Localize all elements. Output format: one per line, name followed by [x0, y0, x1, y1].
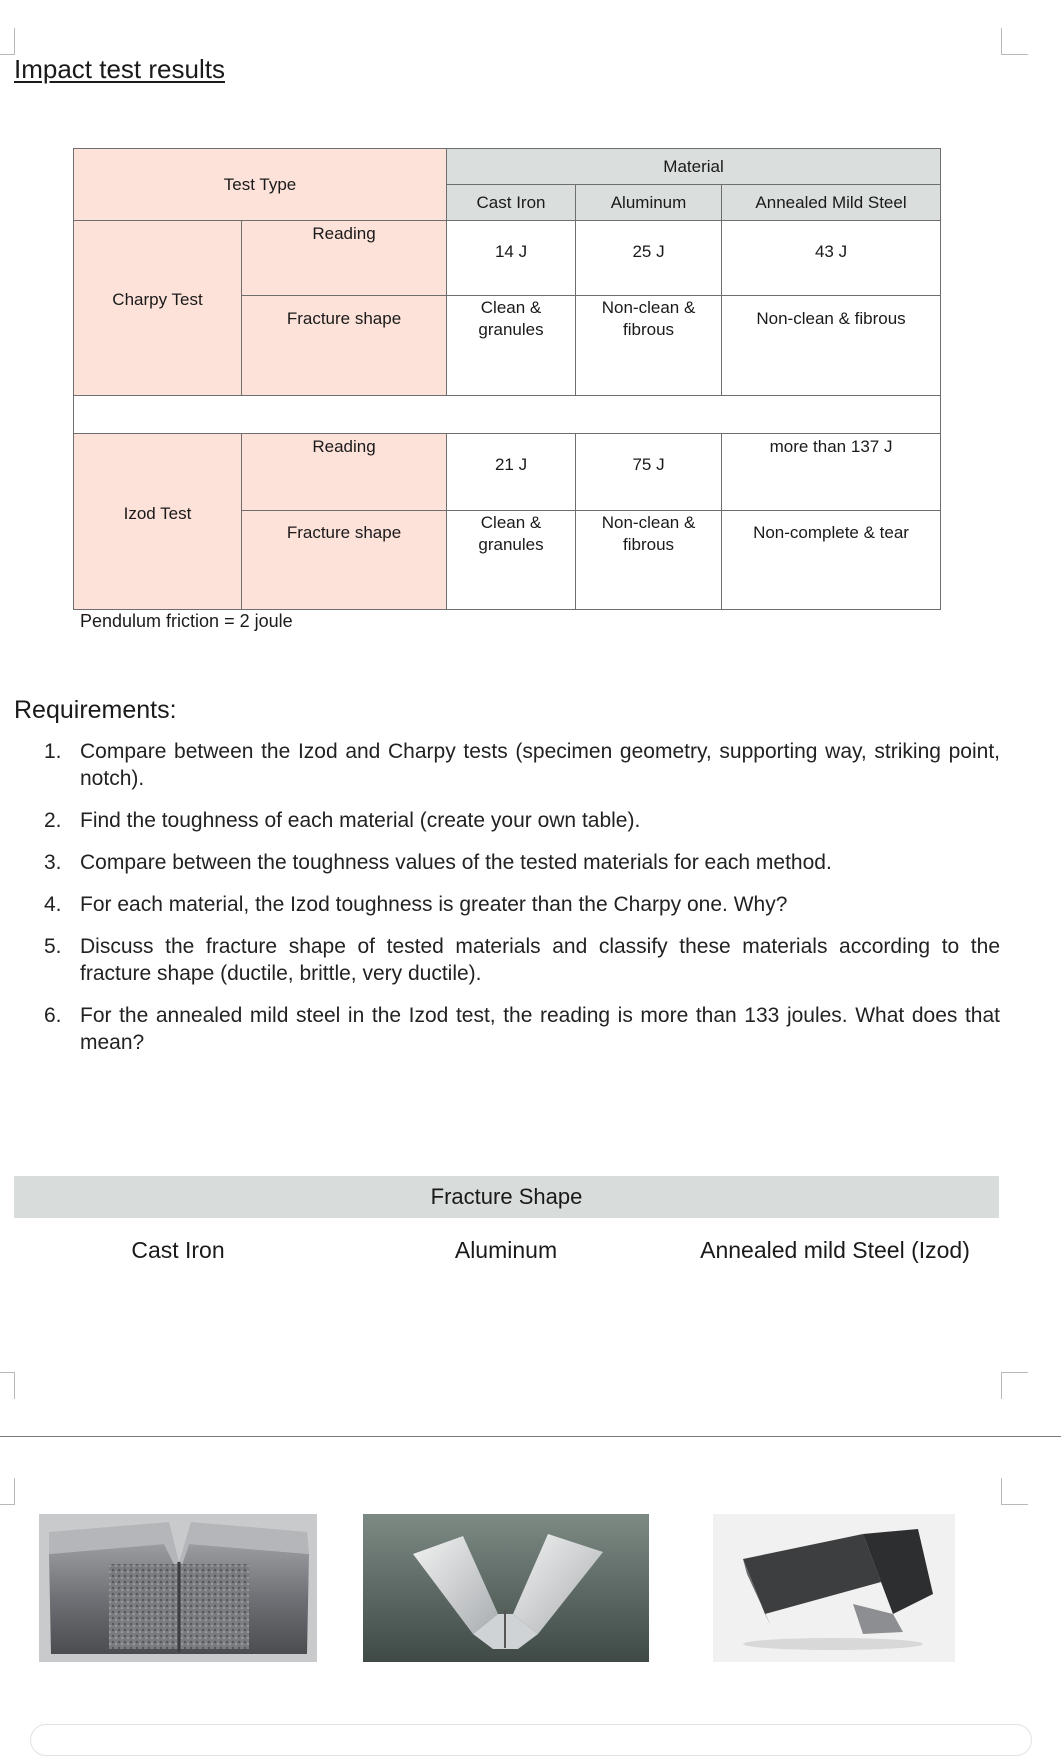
- page-title: Impact test results: [14, 54, 225, 84]
- requirement-item: 5. Discuss the fracture shape of tested materials and classify these materials according to the fracture shape (ductile, brittle, very ductile).: [44, 935, 1000, 985]
- page-corner-mark: [1001, 28, 1028, 55]
- material-annealed-steel: Annealed Mild Steel: [722, 185, 941, 221]
- izod-reading-cast-iron: 21 J: [447, 434, 576, 511]
- charpy-reading-steel: 43 J: [722, 221, 941, 296]
- next-page-edge: [30, 1724, 1032, 1756]
- material-cast-iron: Cast Iron: [447, 185, 576, 221]
- aluminum-specimen-image: [363, 1514, 649, 1662]
- material-aluminum: Aluminum: [576, 185, 722, 221]
- charpy-fracture-cast-iron: Clean & granules: [447, 296, 576, 396]
- requirements-list: [44, 738, 1000, 1071]
- page-corner-mark: [0, 1478, 15, 1505]
- izod-fracture-cast-iron: Clean & granules: [447, 511, 576, 610]
- requirement-item: 4. For each material, the Izod toughness is greater than the Charpy one. Why?: [44, 893, 788, 916]
- fracture-shape-title: Fracture Shape: [430, 1184, 583, 1209]
- page-corner-mark: [0, 1372, 15, 1399]
- charpy-test-label: Charpy Test: [74, 221, 242, 396]
- requirement-item: 3. Compare between the toughness values of the tested materials for each method.: [44, 851, 832, 874]
- izod-fracture-label: Fracture shape: [242, 511, 447, 610]
- material-header: Material: [447, 149, 941, 185]
- izod-test-label: Izod Test: [74, 434, 242, 610]
- izod-reading-steel: more than 137 J: [722, 434, 941, 511]
- cast-iron-specimen-image: [39, 1514, 317, 1662]
- charpy-fracture-label: Fracture shape: [242, 296, 447, 396]
- requirement-item: 2. Find the toughness of each material (create your own table).: [44, 809, 641, 832]
- requirements-heading: Requirements:: [14, 696, 177, 724]
- pendulum-friction-note: Pendulum friction = 2 joule: [80, 611, 293, 631]
- page-corner-mark: [0, 28, 15, 55]
- charpy-fracture-aluminum: Non-clean & fibrous: [576, 296, 722, 396]
- izod-reading-aluminum: 75 J: [576, 434, 722, 511]
- izod-reading-label: Reading: [242, 434, 447, 511]
- aluminum-label: Aluminum: [454, 1237, 558, 1263]
- requirement-item: 6. For the annealed mild steel in the Izod test, the reading is more than 133 joules. What does that mean?: [44, 1004, 1000, 1054]
- charpy-fracture-steel: Non-clean & fibrous: [722, 296, 941, 396]
- page-divider: [0, 1436, 1061, 1437]
- page-corner-mark: [1001, 1372, 1028, 1399]
- requirement-item: 1. Compare between the Izod and Charpy tests (specimen geometry, supporting way, striking point, notch).: [44, 740, 1000, 790]
- charpy-reading-aluminum: 25 J: [576, 221, 722, 296]
- charpy-reading-label: Reading: [242, 221, 447, 296]
- test-type-header: Test Type: [74, 149, 447, 221]
- impact-results-table: [73, 148, 941, 610]
- izod-fracture-aluminum: Non-clean & fibrous: [576, 511, 722, 610]
- charpy-reading-cast-iron: 14 J: [447, 221, 576, 296]
- cast-iron-label: Cast Iron: [131, 1237, 225, 1263]
- izod-fracture-steel: Non-complete & tear: [722, 511, 941, 610]
- annealed-steel-specimen-image: [713, 1514, 955, 1662]
- page-corner-mark: [1001, 1478, 1028, 1505]
- annealed-steel-label: Annealed mild Steel (Izod): [700, 1237, 970, 1263]
- table-spacer-row: [74, 396, 941, 434]
